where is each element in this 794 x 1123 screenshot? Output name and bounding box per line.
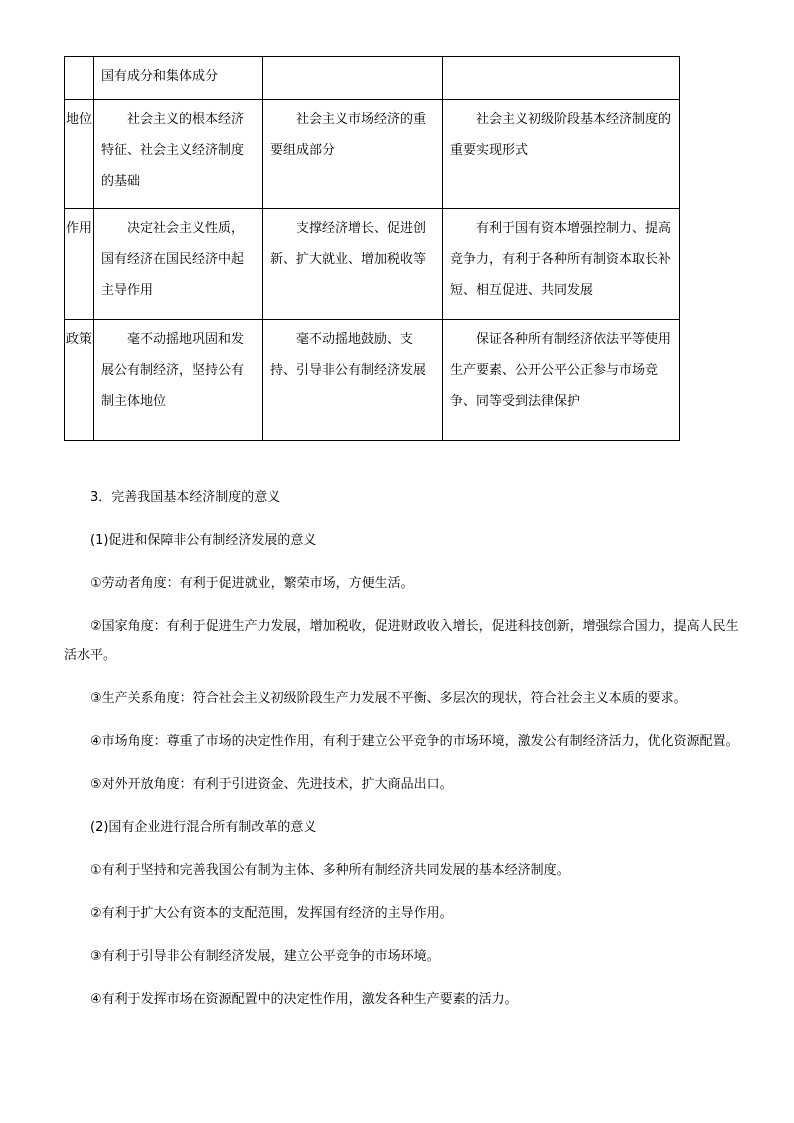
- table-cell: [263, 57, 443, 100]
- table-cell: [443, 100, 680, 209]
- row-header: 作用: [65, 209, 94, 320]
- section-title: 3．完善我国基本经济制度的意义: [90, 490, 281, 505]
- list-item: ⑤对外开放角度：有利于引进资金、先进技术，扩大商品出口。: [90, 777, 453, 792]
- list-item: ②国家角度：有利于促进生产力发展，增加税收，促进财政收入增长，促进科技创新，增强综合国力，提高人民生活水平。: [64, 619, 739, 663]
- list-item: ③生产关系角度：符合社会主义初级阶段生产力发展不平衡、多层次的现状，符合社会主义本质的要求。: [90, 691, 687, 706]
- cell-text: 决定社会主义性质，国有经济在国民经济中起主导作用: [101, 221, 245, 298]
- table-cell: [94, 209, 263, 320]
- table-cell: [263, 320, 443, 441]
- table-cell: [94, 320, 263, 441]
- list-item: ①劳动者角度：有利于促进就业，繁荣市场，方便生活。: [90, 576, 414, 591]
- row-header: 政策: [65, 320, 94, 441]
- list-item: ③有利于引导非公有制经济发展，建立公平竞争的市场环境。: [90, 949, 440, 964]
- table-cell: [443, 320, 680, 441]
- cell-text: 社会主义的根本经济特征、社会主义经济制度的基础: [101, 112, 245, 189]
- cell-text: 毫不动摇地巩固和发展公有制经济，坚持公有制主体地位: [101, 332, 245, 409]
- list-item: ④市场角度：尊重了市场的决定性作用，有利于建立公平竞争的市场环境，激发公有制经济活力，优化资源配置。: [90, 734, 739, 749]
- cell-text: 有利于国有资本增强控制力、提高竞争力，有利于各种所有制资本取长补短、相互促进、共同发展: [450, 221, 672, 298]
- list-item: ④有利于发挥市场在资源配置中的决定性作用，激发各种生产要素的活力。: [90, 992, 518, 1007]
- row-header: 地位: [65, 100, 94, 209]
- list-item: ①有利于坚持和完善我国公有制为主体、多种所有制经济共同发展的基本经济制度。: [90, 863, 570, 878]
- cell-text: 社会主义市场经济的重要组成部分: [270, 112, 427, 158]
- table-cell: [263, 209, 443, 320]
- table-cell: [263, 100, 443, 209]
- cell-text: 保证各种所有制经济依法平等使用生产要素、公开公平公正参与市场竞争、同等受到法律保护: [450, 332, 672, 409]
- table-row: [65, 100, 680, 209]
- table-row: [65, 57, 680, 100]
- cell-text: 社会主义初级阶段基本经济制度的重要实现形式: [450, 112, 672, 158]
- row-header: [65, 57, 94, 100]
- cell-text: 支撑经济增长、促进创新、扩大就业、增加税收等: [270, 221, 427, 267]
- table-cell: [443, 57, 680, 100]
- table-row: [65, 209, 680, 320]
- body-text: [64, 483, 744, 1028]
- comparison-table: [64, 56, 680, 441]
- subsection-title: (2)国有企业进行混合所有制改革的意义: [90, 820, 317, 835]
- subsection-title: (1)促进和保障非公有制经济发展的意义: [90, 533, 317, 548]
- table-cell: [94, 100, 263, 209]
- list-item: ②有利于扩大公有资本的支配范围，发挥国有经济的主导作用。: [90, 906, 453, 921]
- table-cell: [443, 209, 680, 320]
- table-row: [65, 320, 680, 441]
- table-cell: 国有成分和集体成分: [94, 57, 263, 100]
- cell-text: 毫不动摇地鼓励、支持、引导非公有制经济发展: [270, 332, 427, 378]
